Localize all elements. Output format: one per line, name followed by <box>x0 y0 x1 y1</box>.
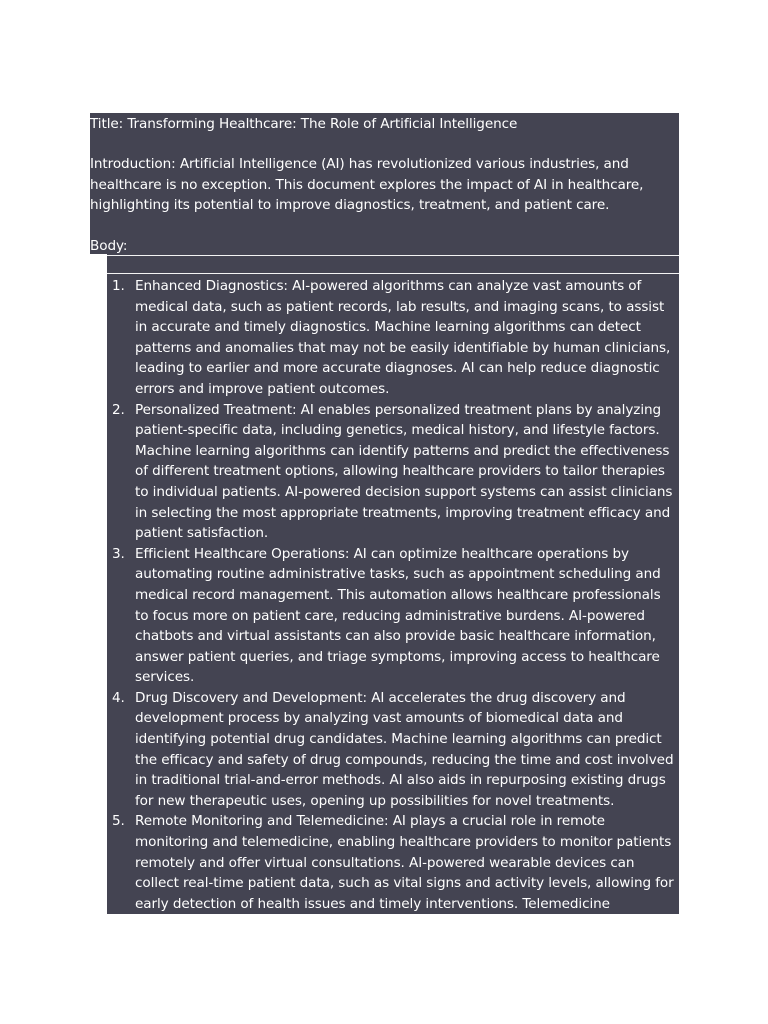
list-number: 2. <box>112 401 125 418</box>
body-label: Body: <box>90 237 128 254</box>
list-item-text: Remote Monitoring and Telemedicine: AI plays a crucial role in remote monitoring and telemedicine, enabling healthcare providers to monitor patients remotely and offer virtual consultations. AI-powered wearable devices can collect real-time patient data, such as vital signs and activity levels, allowing for early detection of health issues and timely interventions. Telemedicine platforms <box>135 813 674 933</box>
introduction-paragraph: Introduction: Artificial Intelligence (AI) has revolutionized various industries, and healthcare is no exception. This document explores the impact of AI in healthcare, highlighting its potential to improve diagnostics, treatment, and patient care. <box>90 156 644 214</box>
list-item <box>107 544 679 688</box>
list-item <box>107 688 679 812</box>
list-number: 4. <box>112 689 125 706</box>
header-text <box>90 113 680 256</box>
list-item-text: Enhanced Diagnostics: AI-powered algorithms can analyze vast amounts of medical data, such as patient records, lab results, and imaging scans, to assist in accurate and timely diagnostics. Machine learning algorithms can detect patterns and anomalies that may not be easily identifiable by human clinicians, leading to earlier and more accurate diagnoses. AI can help reduce diagnostic errors and improve patient outcomes. <box>135 278 671 397</box>
list-number: 5. <box>112 813 125 830</box>
list-item <box>107 811 679 935</box>
list-item <box>107 400 679 544</box>
list-item <box>107 276 679 400</box>
spacer <box>90 134 680 154</box>
document-title: Title: Transforming Healthcare: The Role of Artificial Intelligence <box>90 116 518 132</box>
spacer <box>90 216 680 236</box>
list-number: 1. <box>112 278 125 294</box>
list-item-text: Drug Discovery and Development: AI accelerates the drug discovery and development process by analyzing vast amounts of biomedical data and identifying potential drug candidates. Machine learning algorithms can predict the efficacy and safety of drug compounds, reducing the time and cost involved in traditional trial-and-error methods. AI also aids in repurposing existing drugs for new therapeutic uses, opening up possibilities for novel treatments. <box>135 689 674 809</box>
numbered-list <box>107 276 679 933</box>
divider-line <box>107 273 679 274</box>
list-item-text: Personalized Treatment: AI enables personalized treatment plans by analyzing patient-specific data, including genetics, medical history, and lifestyle factors. Machine learning algorithms can identify patterns and predict the effectiveness of different treatment options, allowing healthcare providers to tailor therapies to individual patients. AI-powered decision support systems can assist clinicians in selecting the most appropriate treatments, improving treatment efficacy and patient satisfaction. <box>135 401 673 542</box>
list-number: 3. <box>112 545 125 562</box>
list-item-text: Efficient Healthcare Operations: AI can optimize healthcare operations by automating routine administrative tasks, such as appointment scheduling and medical record management. This automation allows healthcare professionals to focus more on patient care, reducing administrative burdens. AI-powered chatbots and virtual assistants can also provide basic healthcare information, answer patient queries, and triage symptoms, improving access to healthcare services. <box>135 545 661 686</box>
